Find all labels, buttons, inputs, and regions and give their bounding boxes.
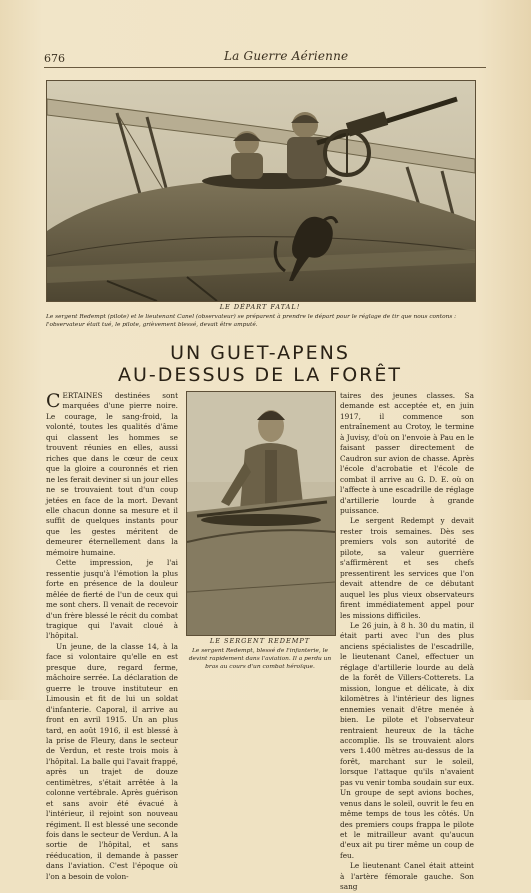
biplane-illustration	[47, 81, 475, 301]
paragraph: Un jeune, de la classe 14, à la face si volontaire qu'elle en est presque dure, regard ferme, mâchoire serrée. La déclaration de guerre le trouve instituteur en Limousin et fit de lui un soldat d'infanterie. Caporal, il arrive au front en avril 1915. Un an plus tard, en août 1916, il est blessé à la prise de Fleury, dans le secteur de Verdun, et reste trois mois à l'hôpital. La balle qui l'avait frappé, après un trajet de douze centimètres, s'était arrêtée à la colonne vertébrale. Après guérison et sans avoir été évacué à l'intérieur, il rejoint son nouveau régiment. Il est blessé une seconde fois dans le secteur de Verdun. A la sortie de l'hôpital, et sans rééducation, il demande à passer dans l'aviation. C'est l'époque où l'on a besoin de volon-	[46, 641, 178, 881]
headline-line-1: UN GUET-APENS	[170, 342, 350, 364]
paragraph: Le lieutenant Canel était atteint à l'artère fémorale gauche. Son sang	[340, 861, 474, 892]
portrait-photo	[186, 391, 336, 636]
paragraph	[46, 391, 178, 558]
top-photo-caption-title: LE DÉPART FATAL!	[219, 303, 301, 311]
masthead: La Guerre Aérienne	[224, 49, 349, 63]
headline-line-2: AU-DESSUS DE LA FORÊT	[118, 364, 402, 386]
portrait-caption-title: LE SERGENT REDEMPT	[209, 637, 311, 645]
portrait-illustration	[187, 392, 335, 635]
page-number: 676	[44, 52, 65, 65]
article-column-right	[340, 391, 474, 893]
paragraph-text: ERTAINES destinées sont marquées d'une pierre noire. Le courage, le sang-froid, la volonté, toutes les qualités d'âme qui classent les hommes se trouvent réunies en elles, aussi riches que dans le cœur de ceux que la gloire a couronnés et rien ne les ferait deviner si un jour elles ne se trouvaient tout d'un coup jetées en face de la mort. Devant elle chacun donne sa mesure et il suffit de quelques instants pour que les gestes méritent de demeurer éternellement dans la mémoire humaine.	[46, 391, 178, 557]
portrait-caption-text: Le sergent Redempt, blessé de l'infanterie, le devint rapidement dans l'aviation. Il a perdu un bras au cours d'un combat héroïque.	[188, 648, 332, 670]
paragraph: Le 26 juin, à 8 h. 30 du matin, il était parti avec l'un des plus anciens spécialistes de l'escadrille, le lieutenant Canel, effectuer un réglage d'artillerie lourde au delà de la forêt de Villers-Cotterets. La mission, longue et délicate, à dix kilomètres à l'intérieur des lignes ennemies venait d'être menée à bien. Le pilote et l'observateur rentraient heureux de la tâche accomplie. Ils se trouvaient alors vers 1.400 mètres au-dessus de la forêt, marchant sur le soleil, lorsque l'attaque qu'ils n'avaient pas vu venir tomba soudain sur eux. Un groupe de sept avions boches, venus dans le soleil, ouvrit le feu en même temps de tous les côtés. Un des premiers coups frappa le pilote et le mitrailleur avant qu'aucun d'eux ait pu tirer même un coup de feu.	[340, 620, 475, 860]
paragraph: Le sergent Redempt y devait rester trois semaines. Dès ses premiers vols son autorité de pilote, sa valeur guerrière s'affirmèrent et ses chefs pressentirent les services que l'on devait attendre de ce débutant auquel les plus vieux observateurs firent immédiatement appel pour les missions difficiles.	[340, 516, 474, 620]
header-rule	[44, 67, 486, 68]
top-photo-caption-text: Le sergent Redempt (pilote) et le lieutenant Canel (observateur) se préparent à prendre le départ pour le réglage de tir que nous contons : l'observateur était tué, le pilote, grièvement blessé, devait être amputé.	[46, 314, 457, 328]
biplane-photo	[46, 80, 476, 302]
article-headline	[46, 342, 474, 386]
article-column-left	[46, 391, 178, 882]
drop-cap: C	[46, 390, 61, 412]
paragraph: Cette impression, je l'ai ressentie jusqu'à l'émotion la plus forte en présence de la douleur mêlée de fierté de l'un de ceux qui me sont chers. Il venait de recevoir d'un frère blessé le récit du combat tragique qui l'avait cloué à l'hôpital.	[46, 558, 178, 641]
paragraph: taires des jeunes classes. Sa demande est acceptée et, en juin 1917, il commence son entraînement au Crotoy, le termine à Juvisy, d'où on l'envoie à Pau en le faisant passer directement de Caudron sur avion de chasse. Après l'école d'acrobatie et l'école de combat il arrive au G. D. E. où on l'affecte à une escadrille de réglage d'artillerie lourde à grande puissance.	[340, 391, 474, 515]
